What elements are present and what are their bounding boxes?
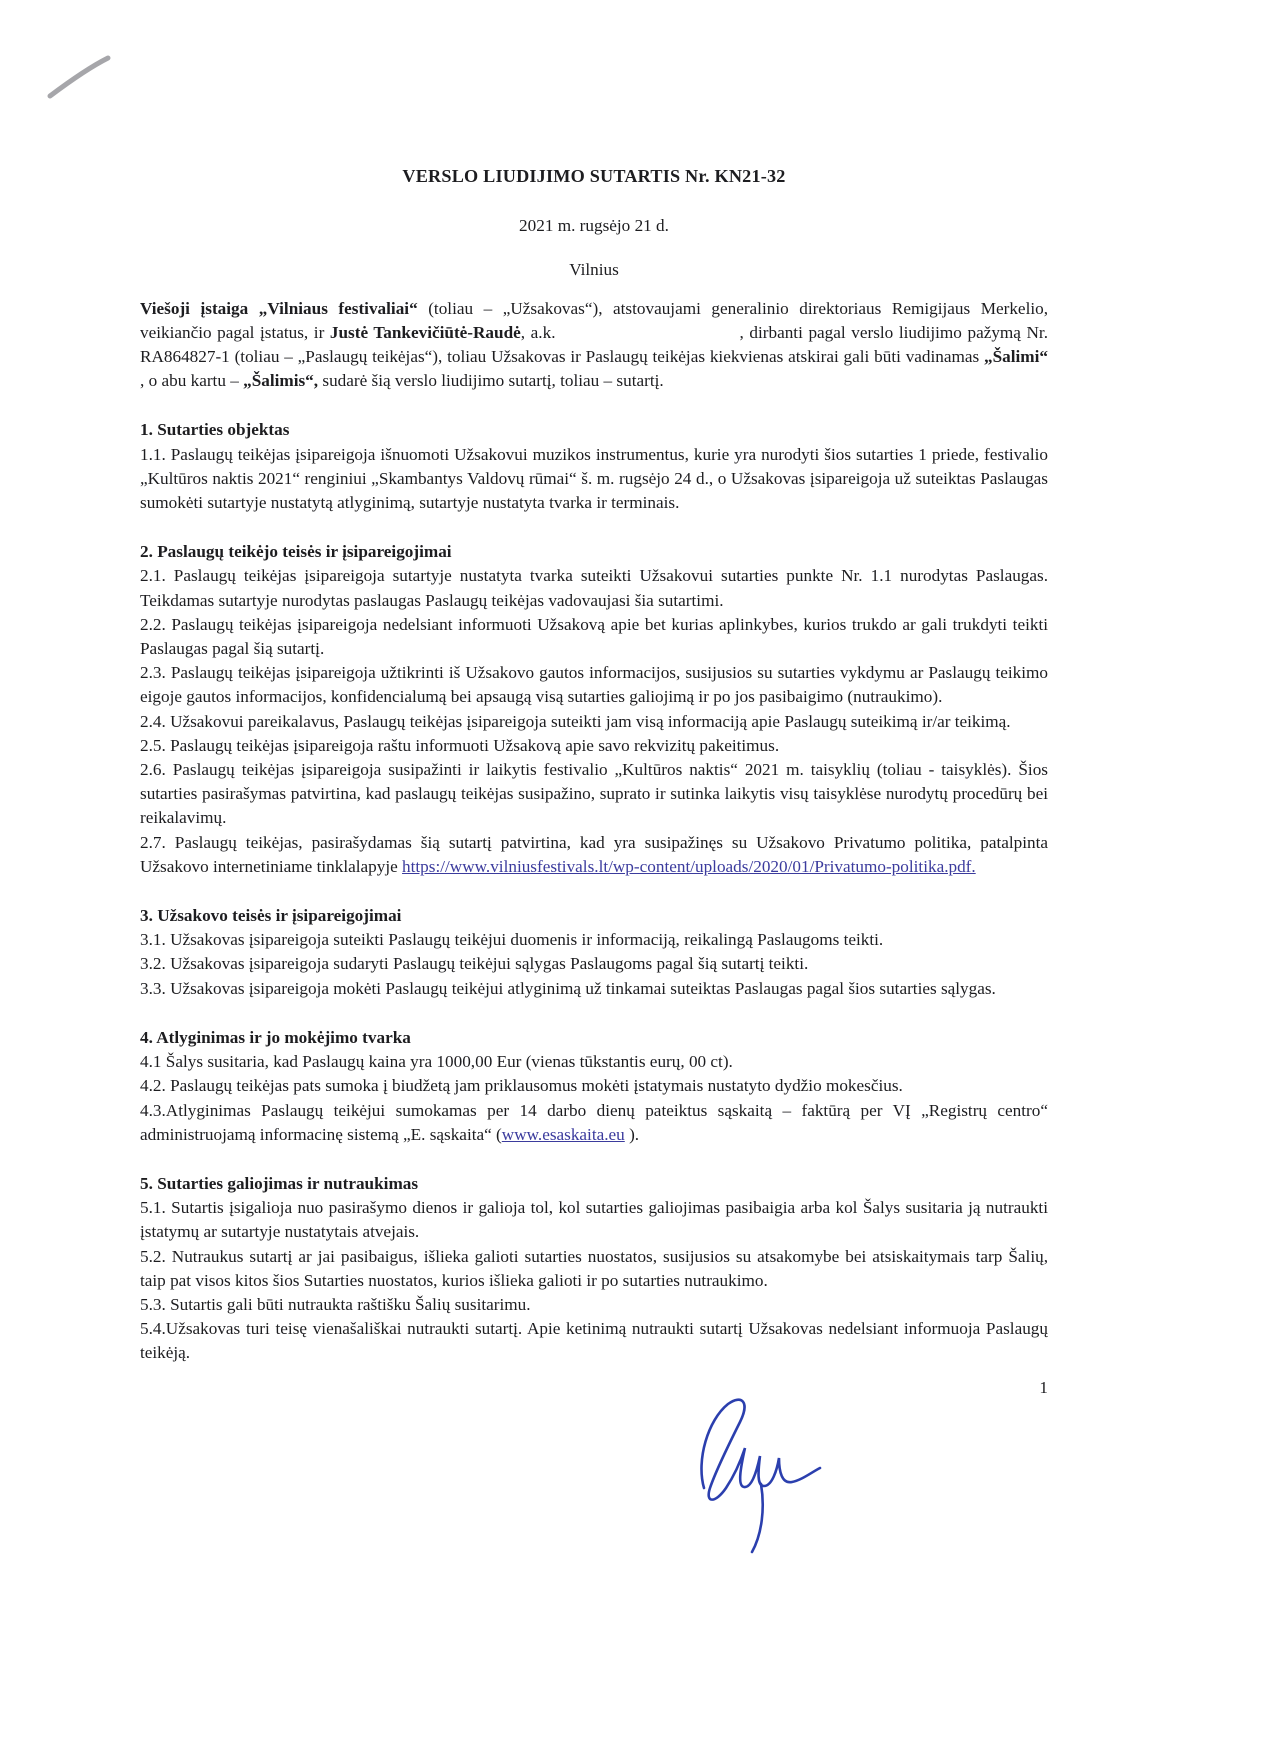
paragraph-5-3: 5.3. Sutartis gali būti nutraukta raštišku Šalių susitarimu.: [140, 1294, 531, 1314]
intro-text-5: sudarė šią verslo liudijimo sutartį, toliau – sutartį.: [318, 371, 664, 391]
intro-text-1: (toliau – „Užsakovas“), atstovaujami generalinio direktoriaus Remigijaus Merkelio, veikiančio pagal įstatus, ir: [140, 298, 1049, 342]
paragraph-3-3: 3.3. Užsakovas įsipareigoja mokėti Paslaugų teikėjui atlyginimą už tinkamai suteiktas Paslaugas pagal šios sutarties sąlygas.: [140, 978, 996, 998]
page-number: 1: [1039, 1378, 1048, 1397]
section-2-heading: 2. Paslaugų teikėjo teisės ir įsipareigojimai: [140, 542, 452, 562]
paragraph-3-2: 3.2. Užsakovas įsipareigoja sudaryti Paslaugų teikėjui sąlygas Paslaugoms pagal šią sutartį teikti.: [140, 954, 809, 974]
pencil-mark-icon: [44, 52, 114, 102]
paragraph-4-3-text: 4.3.Atlyginimas Paslaugų teikėjui sumokamas per 14 darbo dienų pateiktus sąskaitą – faktūrą per VĮ „Registrų centro“ administruojamą informacinę sistemą „E. sąskaita“ (: [140, 1100, 1048, 1144]
paragraph-4-3-text-end: ).: [624, 1124, 640, 1144]
section-3-heading: 3. Užsakovo teisės ir įsipareigojimai: [140, 906, 402, 926]
intro-text-2: , a.k.: [520, 322, 556, 342]
party-term-salimis: „Šalimis“,: [243, 371, 319, 391]
document-body: [140, 164, 1048, 1366]
intro-text-4: , o abu kartu –: [140, 371, 244, 391]
paragraph-5-2: 5.2. Nutraukus sutartį ar jai pasibaigus, išlieka galioti sutarties nuostatos, susijusios su atsakomybe bei atsiskaitymais tarp Šalių, taip pat visos kitos šios Sutarties nuostatos, kurios išlieka galioti ir po sutarties nutraukimo.: [140, 1246, 1048, 1290]
party-term-salimi: „Šalimi“: [984, 347, 1048, 367]
section-1-heading: 1. Sutarties objektas: [140, 420, 290, 440]
section-5-heading: 5. Sutarties galiojimas ir nutraukimas: [140, 1173, 419, 1193]
client-name: Viešoji įstaiga „Vilniaus festivaliai“: [140, 298, 418, 318]
intro-text-3: , dirbanti pagal verslo liudijimo pažymą Nr. RA864827-1 (toliau – „Paslaugų teikėjas“), toliau Užsakovas ir Paslaugų teikėjas kiekvienas atskirai gali būti vadinamas: [140, 322, 1048, 367]
paragraph-4-2: 4.2. Paslaugų teikėjas pats sumoka į biudžetą jam priklausomus mokėti įstatymais nustatyto dydžio mokesčius.: [140, 1076, 903, 1096]
signature: [688, 1386, 828, 1556]
document-title: VERSLO LIUDIJIMO SUTARTIS Nr. KN21-32: [402, 166, 786, 186]
paragraph-2-1: 2.1. Paslaugų teikėjas įsipareigoja sutartyje nustatyta tvarka suteikti Užsakovui sutarties punkte Nr. 1.1 nurodytas Paslaugas. Teikdamas sutartyje nurodytas paslaugas Paslaugų teikėjas vadovaujasi šia sutartimi.: [140, 566, 1048, 610]
paragraph-5-4: 5.4.Užsakovas turi teisę vienašališkai nutraukti sutartį. Apie ketinimą nutraukti sutartį Užsakovas nedelsiant informuoja Paslaugų teikėją.: [140, 1319, 1048, 1363]
paragraph-2-6: 2.6. Paslaugų teikėjas įsipareigoja susipažinti ir laikytis festivalio „Kultūros naktis“ 2021 m. taisyklių (toliau - taisyklės). Šios sutarties pasirašymas patvirtina, kad paslaugų teikėjas susipažino, suprato ir sutinka laikytis visų taisyklėse nurodytų procedūrų bei reikalavimų.: [140, 760, 1048, 828]
esaskaita-link[interactable]: www.esaskaita.eu: [501, 1124, 625, 1144]
privacy-policy-link[interactable]: https://www.vilniusfestivals.lt/wp-content/uploads/2020/01/Privatumo-politika.pdf.: [402, 856, 976, 876]
intro-paragraph: [140, 297, 1048, 394]
section-4-heading: 4. Atlyginimas ir jo mokėjimo tvarka: [140, 1027, 411, 1047]
paragraph-2-2: 2.2. Paslaugų teikėjas įsipareigoja nedelsiant informuoti Užsakovą apie bet kurias aplinkybes, kurios trukdo ar gali trukdyti teikti Paslaugas pagal šią sutartį.: [140, 614, 1048, 659]
paragraph-3-1: 3.1. Užsakovas įsipareigoja suteikti Paslaugų teikėjui duomenis ir informaciją, reikalingą Paslaugoms teikti.: [140, 930, 884, 950]
paragraph-5-1: 5.1. Sutartis įsigalioja nuo pasirašymo dienos ir galioja tol, kol sutarties galiojimas pasibaigia arba kol Šalys susitaria ją nutraukti įstatymų ar sutartyje nustatytais atvejais.: [140, 1198, 1048, 1242]
paragraph-2-5: 2.5. Paslaugų teikėjas įsipareigoja raštu informuoti Užsakovą apie savo rekvizitų pakeitimus.: [140, 735, 780, 755]
paragraph-2-3: 2.3. Paslaugų teikėjas įsipareigoja užtikrinti iš Užsakovo gautos informacijos, susijusios su sutarties vykdymu ar Paslaugų teikimo eigoje gautos informacijos, konfidencialumą bei apsaugą visą sutarties galiojimą ir po jos pasibaigimo (nutraukimo).: [140, 663, 1048, 707]
paragraph-2-7-text: 2.7. Paslaugų teikėjas, pasirašydamas šią sutartį patvirtina, kad yra susipažinęs su Užsakovo Privatumo politika, patalpinta Užsakovo internetiniame tinklalapyje: [140, 832, 1048, 876]
paragraph-2-7: [140, 831, 1048, 879]
provider-name: Justė Tankevičiūtė-Raudė: [329, 322, 521, 342]
document-date: 2021 m. rugsėjo 21 d.: [519, 216, 669, 236]
paragraph-1-1: 1.1. Paslaugų teikėjas įsipareigoja išnuomoti Užsakovui muzikos instrumentus, kurie yra nurodyti šios sutarties 1 priede, festivalio „Kultūros naktis 2021“ renginiui „Skambantys Valdovų rūmai“ š. m. rugsėjo 24 d., o Užsakovas įsipareigoja už suteiktas Paslaugas sumokėti sutartyje nustatytą atlyginimą, sutartyje nustatyta tvarka ir terminais.: [140, 444, 1048, 513]
document-city: Vilnius: [569, 260, 619, 280]
paragraph-4-1: 4.1 Šalys susitaria, kad Paslaugų kaina yra 1000,00 Eur (vienas tūkstantis eurų, 00 ct).: [140, 1052, 733, 1072]
paragraph-4-3: [140, 1099, 1048, 1147]
paragraph-2-4: 2.4. Užsakovui pareikalavus, Paslaugų teikėjas įsipareigoja suteikti jam visą informaciją apie Paslaugų suteikimą ir/ar teikimą.: [140, 711, 1011, 731]
